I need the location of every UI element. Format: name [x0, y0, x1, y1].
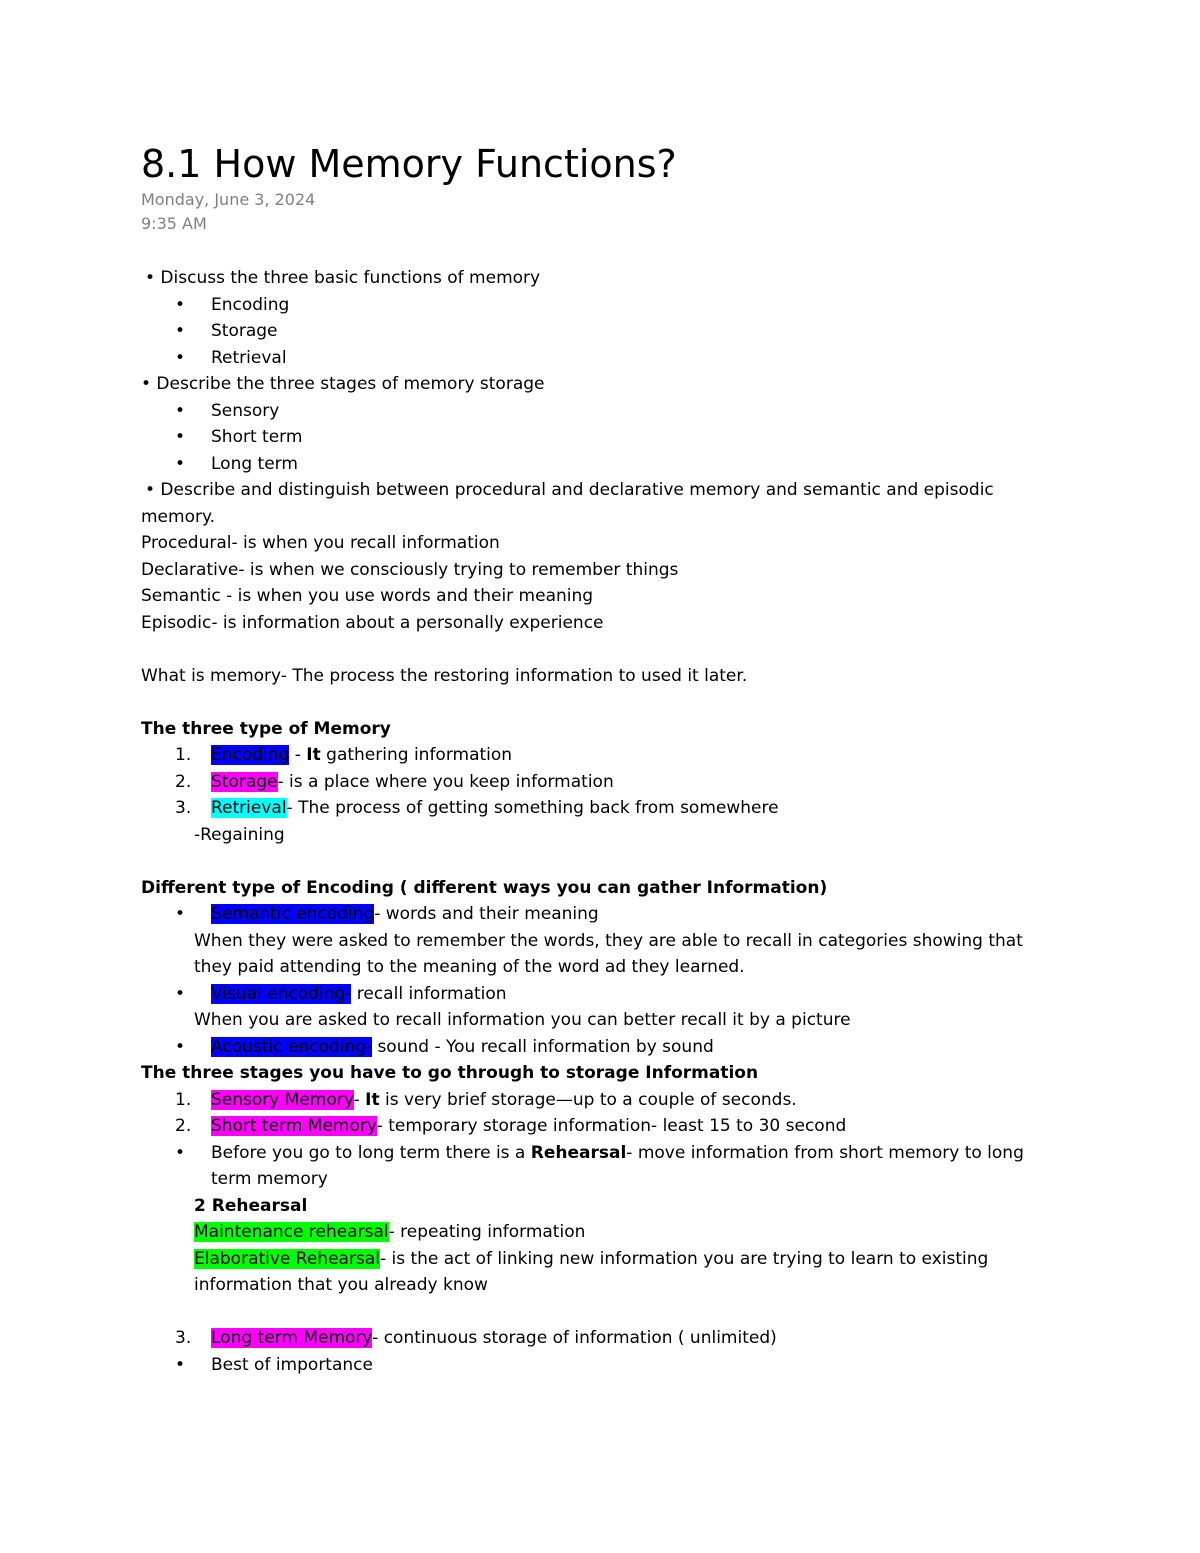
bullet-icon: •: [175, 453, 186, 474]
encoding-detail: they paid attending to the meaning of the word ad they learned.: [194, 957, 745, 977]
list-item: • Storage: [141, 318, 1101, 345]
definition-declarative: Declarative- is when we consciously trying to remember things: [141, 559, 679, 580]
list-item: 1. Sensory Memory- It is very brief storage—up to a couple of seconds.: [175, 1089, 797, 1110]
objective-3-cont: memory.: [141, 506, 216, 527]
highlight: Retrieval: [211, 798, 287, 818]
list-item: • Retrieval: [141, 345, 1101, 372]
page-title: 8.1 How Memory Functions?: [141, 142, 677, 186]
bullet-icon: •: [175, 1036, 186, 1057]
list-item: • Best of importance: [141, 1352, 1101, 1379]
bullet-icon: •: [175, 904, 186, 924]
bullet-icon: •: [175, 294, 186, 315]
list-item: 1. Encoding - It gathering information: [175, 745, 513, 765]
list-item-cont: term memory: [211, 1169, 328, 1189]
rehearsal-item: Maintenance rehearsal- repeating information: [194, 1222, 586, 1242]
encoding-detail: When you are asked to recall information you can better recall it by a picture: [194, 1010, 851, 1030]
bullet-icon: •: [175, 1354, 186, 1375]
list-item: 3. Retrieval- The process of getting something back from somewhere: [175, 798, 779, 818]
objective-3: • Describe and distinguish between procedural and declarative memory and semantic and episodic: [145, 480, 994, 500]
list-item: 2. Short term Memory- temporary storage information- least 15 to 30 second: [175, 1116, 847, 1136]
highlight: Visual encoding-: [211, 983, 352, 1004]
list-item: • Sensory: [141, 398, 1101, 425]
encoding-detail: When they were asked to remember the words, they are able to recall in categories showing that: [194, 930, 1023, 951]
list-item: • Visual encoding- recall information: [141, 981, 1101, 1008]
rehearsal-heading: 2 Rehearsal: [194, 1195, 308, 1216]
highlight: Semantic encoding: [211, 904, 375, 924]
highlight: Maintenance rehearsal: [194, 1222, 389, 1242]
highlight: Long term Memory: [211, 1328, 373, 1348]
note-time: 9:35 AM: [141, 214, 207, 233]
objective-2: • Describe the three stages of memory storage: [141, 374, 545, 394]
definition-procedural: Procedural- is when you recall information: [141, 533, 500, 553]
note-date: Monday, June 3, 2024: [141, 190, 316, 209]
note-page: [141, 140, 1101, 1378]
bullet-icon: •: [175, 1142, 186, 1163]
rehearsal-item-cont: information that you already know: [194, 1275, 488, 1295]
list-item: • Before you go to long term there is a Rehearsal- move information from short memory to long: [141, 1140, 1101, 1167]
highlight: Acoustic encoding-: [211, 1036, 373, 1057]
what-is-memory: What is memory- The process the restoring information to used it later.: [141, 665, 748, 686]
section-heading-encoding: Different type of Encoding ( different ways you can gather Information): [141, 877, 828, 898]
list-item: • Semantic encoding- words and their meaning: [141, 901, 1101, 928]
highlight: Short term Memory: [211, 1116, 377, 1136]
bullet-icon: •: [175, 427, 186, 447]
bullet-icon: •: [175, 321, 186, 341]
list-item: • Acoustic encoding- sound - You recall information by sound: [141, 1034, 1101, 1061]
bullet-icon: •: [175, 983, 186, 1004]
list-item: • Encoding: [141, 292, 1101, 319]
regaining-note: -Regaining: [194, 824, 285, 845]
highlight: Sensory Memory: [211, 1089, 354, 1110]
rehearsal-item: Elaborative Rehearsal- is the act of linking new information you are trying to learn to existing: [194, 1248, 989, 1269]
bullet-icon: •: [175, 347, 186, 368]
highlight: Elaborative Rehearsal: [194, 1248, 380, 1269]
highlight: Encoding: [211, 745, 290, 765]
list-item: • Short term: [141, 424, 1101, 451]
section-heading-types: The three type of Memory: [141, 718, 391, 739]
highlight: Storage: [211, 771, 278, 792]
definition-episodic: Episodic- is information about a personally experience: [141, 612, 604, 633]
bullet-icon: •: [175, 400, 186, 421]
list-item: 2. Storage- is a place where you keep information: [175, 771, 614, 792]
list-item: • Long term: [141, 451, 1101, 478]
objective-1: • Discuss the three basic functions of memory: [145, 268, 541, 288]
list-item: 3. Long term Memory- continuous storage of information ( unlimited): [175, 1328, 777, 1348]
section-heading-stages: The three stages you have to go through to storage Information: [141, 1063, 759, 1083]
definition-semantic: Semantic - is when you use words and their meaning: [141, 586, 594, 606]
